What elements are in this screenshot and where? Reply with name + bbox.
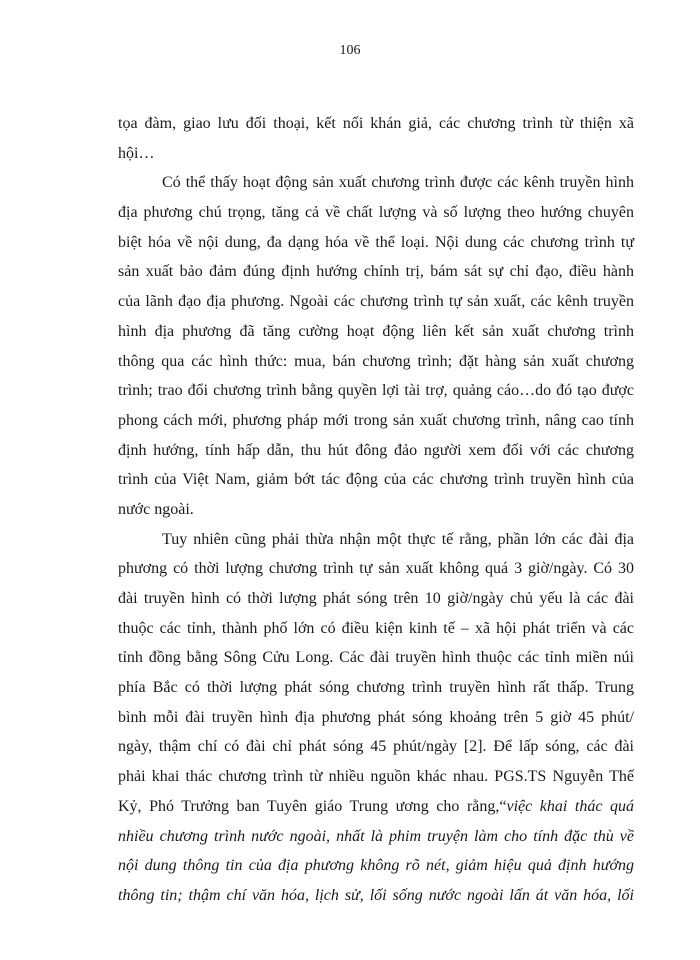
text-line: phương có thời lượng chương trình tự sản xuất không quá 3 giờ/ngày. Có 30 xyxy=(118,560,634,578)
text-line: nước ngoài. xyxy=(118,500,194,518)
quote-line: thông tin; thậm chí văn hóa, lịch sử, lối sống nước ngoài lấn át văn hóa, lối xyxy=(118,886,634,904)
text-line: ngày, thậm chí có đài chỉ phát sóng 45 phút/ngày [2]. Để lấp sóng, các đài xyxy=(118,738,634,756)
text-line: sản xuất bảo đảm đúng định hướng chính trị, bám sát sự chỉ đạo, điều hành xyxy=(118,263,634,281)
text-line: hình địa phương đã tăng cường hoạt động liên kết sản xuất chương trình xyxy=(118,322,634,340)
text-line: biệt hóa về nội dung, đa dạng hóa về thể loại. Nội dung các chương trình tự xyxy=(118,233,634,251)
text-line: định hướng, tính hấp dẫn, thu hút đông đảo người xem đối với các chương xyxy=(118,441,634,459)
mixed-line xyxy=(118,792,634,822)
quote-line: nội dung thông tin của địa phương không rõ nét, giảm hiệu quả định hướng xyxy=(118,857,634,875)
text-line: trình; trao đổi chương trình bằng quyền lợi tài trợ, quảng cáo…do đó tạo được xyxy=(118,382,634,400)
text-line: hội… xyxy=(118,144,155,162)
quote-line: nhiều chương trình nước ngoài, nhất là phim truyện làm cho tính đặc thù về xyxy=(118,827,634,845)
paragraph-start-line: Có thể thấy hoạt động sản xuất chương trình được các kênh truyền hình xyxy=(162,174,634,192)
text-segment: Kỷ, Phó Trưởng ban Tuyên giáo Trung ương cho rằng,“ xyxy=(118,797,507,815)
text-line: phía Bắc có thời lượng phát sóng chương trình truyền hình rất thấp. Trung xyxy=(118,679,634,697)
text-line: thuộc các tỉnh, thành phố lớn có điều kiện kinh tế – xã hội phát triển và các xyxy=(118,619,634,637)
body-text xyxy=(118,109,634,911)
text-line: thông qua các hình thức: mua, bán chương trình; đặt hàng sản xuất chương xyxy=(118,352,634,370)
text-line: phong cách mới, phương pháp mới trong sản xuất chương trình, nâng cao tính xyxy=(118,411,634,429)
text-line: tỉnh đồng bằng Sông Cửu Long. Các đài truyền hình thuộc các tỉnh miền núi xyxy=(118,649,634,667)
text-line: tọa đàm, giao lưu đối thoại, kết nối khán giả, các chương trình từ thiện xã xyxy=(118,115,634,132)
text-line: phải khai thác chương trình từ nhiều nguồn khác nhau. PGS.TS Nguyễn Thế xyxy=(118,768,634,786)
text-line: đài truyền hình có thời lượng phát sóng trên 10 giờ/ngày chủ yếu là các đài xyxy=(118,590,634,607)
text-line: bình mỗi đài truyền hình địa phương phát sóng khoảng trên 5 giờ 45 phút/ xyxy=(118,708,634,726)
quote-segment: việc khai thác quá xyxy=(506,797,635,815)
text-line: trình của Việt Nam, giảm bớt tác động của các chương trình truyền hình của xyxy=(118,471,634,489)
paragraph-start-line: Tuy nhiên cũng phải thừa nhận một thực tế rằng, phần lớn các đài địa xyxy=(162,530,634,548)
text-line: của lãnh đạo địa phương. Ngoài các chương trình tự sản xuất, các kênh truyền xyxy=(118,293,634,311)
page-number: 106 xyxy=(339,43,361,58)
text-line: địa phương chú trọng, tăng cả về chất lượng và số lượng theo hướng chuyên xyxy=(118,204,634,222)
